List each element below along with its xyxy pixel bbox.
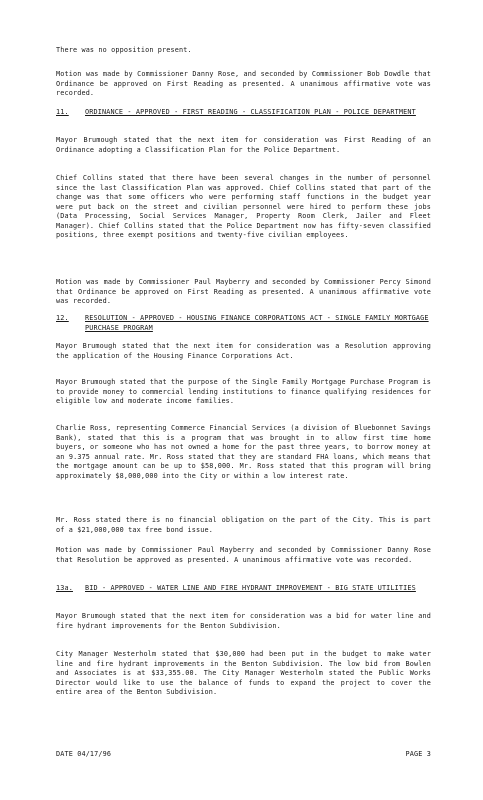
item-11-title: ORDINANCE - APPROVED - FIRST READING - CLASSIFICATION PLAN - POLICE DEPARTMENT bbox=[85, 108, 416, 116]
item-12-paragraph-e bbox=[56, 546, 431, 565]
motion-text: Motion was made by Commissioner Danny Rose, and seconded by Commissioner Bob Dowdle that Ordinance be approved on First Reading as presented. A unanimous affirmative vote was recorded. bbox=[56, 70, 431, 97]
item-12-paragraph-a bbox=[56, 342, 431, 361]
item-12-text-d: Mr. Ross stated there is no financial obligation on the part of the City. This is part of a $21,000,000 tax free bond issue. bbox=[56, 516, 431, 534]
item-11-text-a: Mayor Brumough stated that the next item for consideration was First Reading of an Ordinance adopting a Classification Plan for the Police Department. bbox=[56, 136, 431, 154]
item-11-text-c: Motion was made by Commissioner Paul Mayberry and seconded by Commissioner Percy Simond that Ordinance be approved on First Reading as presented. A unanimous affirmative vote was recorded. bbox=[56, 278, 431, 305]
item-12-text-b: Mayor Brumough stated that the purpose of the Single Family Mortgage Purchase Program is to provide money to commercial lending institutions to finance qualifying residences for eligible low and moderate income families. bbox=[56, 378, 431, 405]
item-13-text-a: Mayor Brumough stated that the next item for consideration was a bid for water line and fire hydrant improvements for the Benton Subdivision. bbox=[56, 612, 431, 630]
item-12-title: RESOLUTION - APPROVED - HOUSING FINANCE CORPORATIONS ACT - SINGLE FAMILY MORTGAGE PURCHASE PROGRAM bbox=[85, 314, 429, 332]
item-13-title: BID - APPROVED - WATER LINE AND FIRE HYDRANT IMPROVEMENT - BIG STATE UTILITIES bbox=[85, 584, 416, 592]
item-11-paragraph-c bbox=[56, 278, 431, 307]
item-12-text-e: Motion was made by Commissioner Paul Mayberry and seconded by Commissioner Danny Rose that Resolution be approved as presented. A unanimous affirmative vote was recorded. bbox=[56, 546, 431, 564]
item-12-text-a: Mayor Brumough stated that the next item for consideration was a Resolution approving the application of the Housing Finance Corporations Act. bbox=[56, 342, 431, 360]
item-11-text-b: Chief Collins stated that there have been several changes in the number of personnel since the last Classification Plan was approved. Chief Collins stated that part of the change was that some officers who were performing staff functions in the budget year were put back on the street and civilian personnel were hired to perform these jobs (Data Processing, Social Services Manager, Property Room Clerk, Jailer and Fleet Manager). Chief Collins stated that the Police Department now has fifty-seven classified positions, three exempt positions and twenty-five civilian employees. bbox=[56, 174, 431, 239]
item-12-text-c: Charlie Ross, representing Commerce Financial Services (a division of Bluebonnet Savings Bank), stated that this is a program that was brought in to allow first time home buyers, or someone who has not owned a home for the past three years, to borrow money at an 9.375 annual rate. Mr. Ross stated that they are standard FHA loans, which means that the mortgage amount can be up to $58,000. Mr. Ross stated that this program will bring approximately $8,000,000 into the City or within a low interest rate. bbox=[56, 424, 431, 480]
opening-text: There was no opposition present. bbox=[56, 46, 192, 54]
opening-paragraph bbox=[56, 46, 431, 56]
item-12-number: 12. bbox=[56, 314, 69, 322]
item-12-paragraph-b bbox=[56, 378, 431, 407]
item-13-text-b: City Manager Westerholm stated that $30,000 had been put in the budget to make water line and fire hydrant improvements in the Benton Subdivision. The low bid from Bowlen and Associates is at $33,355.00. The City Manager Westerholm stated the Public Works Director would like to use the balance of funds to expand the project to cover the entire area of the Benton Subdivision. bbox=[56, 650, 431, 696]
motion-paragraph bbox=[56, 70, 431, 99]
item-11-paragraph-a bbox=[56, 136, 431, 155]
item-12-paragraph-c bbox=[56, 424, 431, 481]
item-11-paragraph-b bbox=[56, 174, 431, 241]
footer-page-number: PAGE 3 bbox=[405, 750, 431, 758]
footer-date: DATE 04/17/96 bbox=[56, 750, 112, 758]
item-13-paragraph-b bbox=[56, 650, 431, 698]
item-13-number: 13a. bbox=[56, 584, 73, 592]
item-13-paragraph-a bbox=[56, 612, 431, 631]
item-11-number: 11. bbox=[56, 108, 69, 116]
item-12-paragraph-d bbox=[56, 516, 431, 535]
